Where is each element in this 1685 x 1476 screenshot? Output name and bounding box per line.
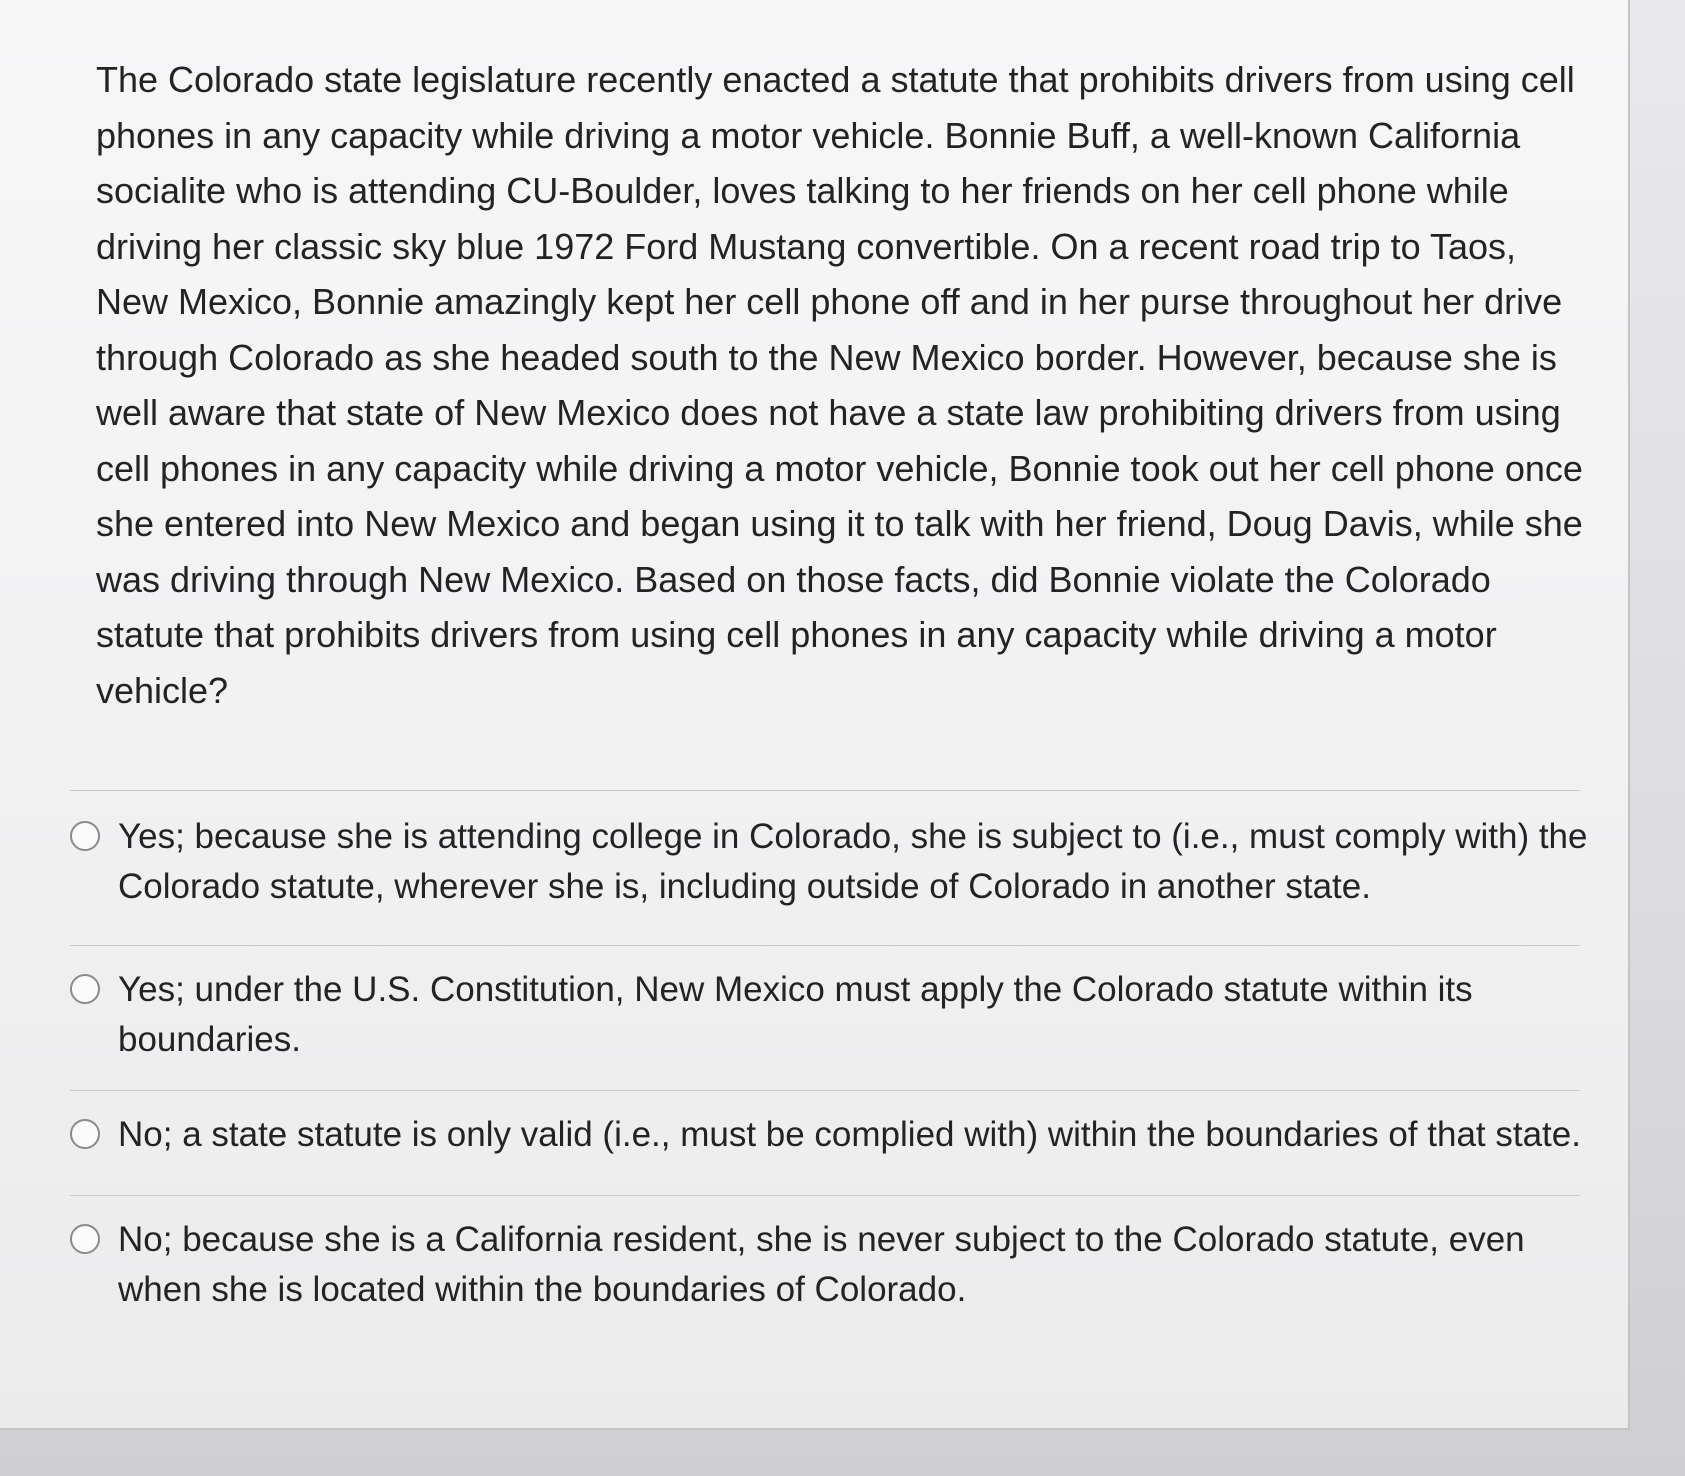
answer-option-1[interactable] <box>70 812 1590 912</box>
divider <box>70 1195 1580 1196</box>
radio-button[interactable] <box>70 1119 100 1149</box>
answer-option-4[interactable] <box>70 1215 1590 1315</box>
question-text: The Colorado state legislature recently enacted a statute that prohibits drivers from using cell phones in any capacity while driving a motor vehicle. Bonnie Buff, a well-known California socialite who is attending CU-Boulder, loves talking to her friends on her cell phone while driving her classic sky blue 1972 Ford Mustang convertible. On a recent road trip to Taos, New Mexico, Bonnie amazingly kept her cell phone off and in her purse throughout her drive through Colorado as she headed south to the New Mexico border. However, because she is well aware that state of New Mexico does not have a state law prohibiting drivers from using cell phones in any capacity while driving a motor vehicle, Bonnie took out her cell phone once she entered into New Mexico and began using it to talk with her friend, Doug Davis, while she was driving through New Mexico. Based on those facts, did Bonnie violate the Colorado statute that prohibits drivers from using cell phones in any capacity while driving a motor vehicle? <box>96 59 1583 711</box>
radio-button[interactable] <box>70 821 100 851</box>
answer-option-label[interactable]: No; a state statute is only valid (i.e., must be complied with) within the boundaries of that state. <box>118 1115 1581 1154</box>
answer-option-2[interactable] <box>70 965 1590 1065</box>
answer-option-label[interactable]: No; because she is a California resident, she is never subject to the Colorado statute, even when she is located within the boundaries of Colorado. <box>118 1220 1525 1309</box>
divider <box>70 945 1580 946</box>
radio-button[interactable] <box>70 1224 100 1254</box>
answer-option-label[interactable]: Yes; because she is attending college in Colorado, she is subject to (i.e., must comply with) the Colorado statute, wherever she is, including outside of Colorado in another state. <box>118 817 1588 906</box>
divider <box>70 1090 1580 1091</box>
radio-button[interactable] <box>70 974 100 1004</box>
answer-option-3[interactable] <box>70 1110 1590 1160</box>
answer-option-label[interactable]: Yes; under the U.S. Constitution, New Mexico must apply the Colorado statute within its boundaries. <box>118 970 1473 1059</box>
divider <box>70 790 1580 791</box>
